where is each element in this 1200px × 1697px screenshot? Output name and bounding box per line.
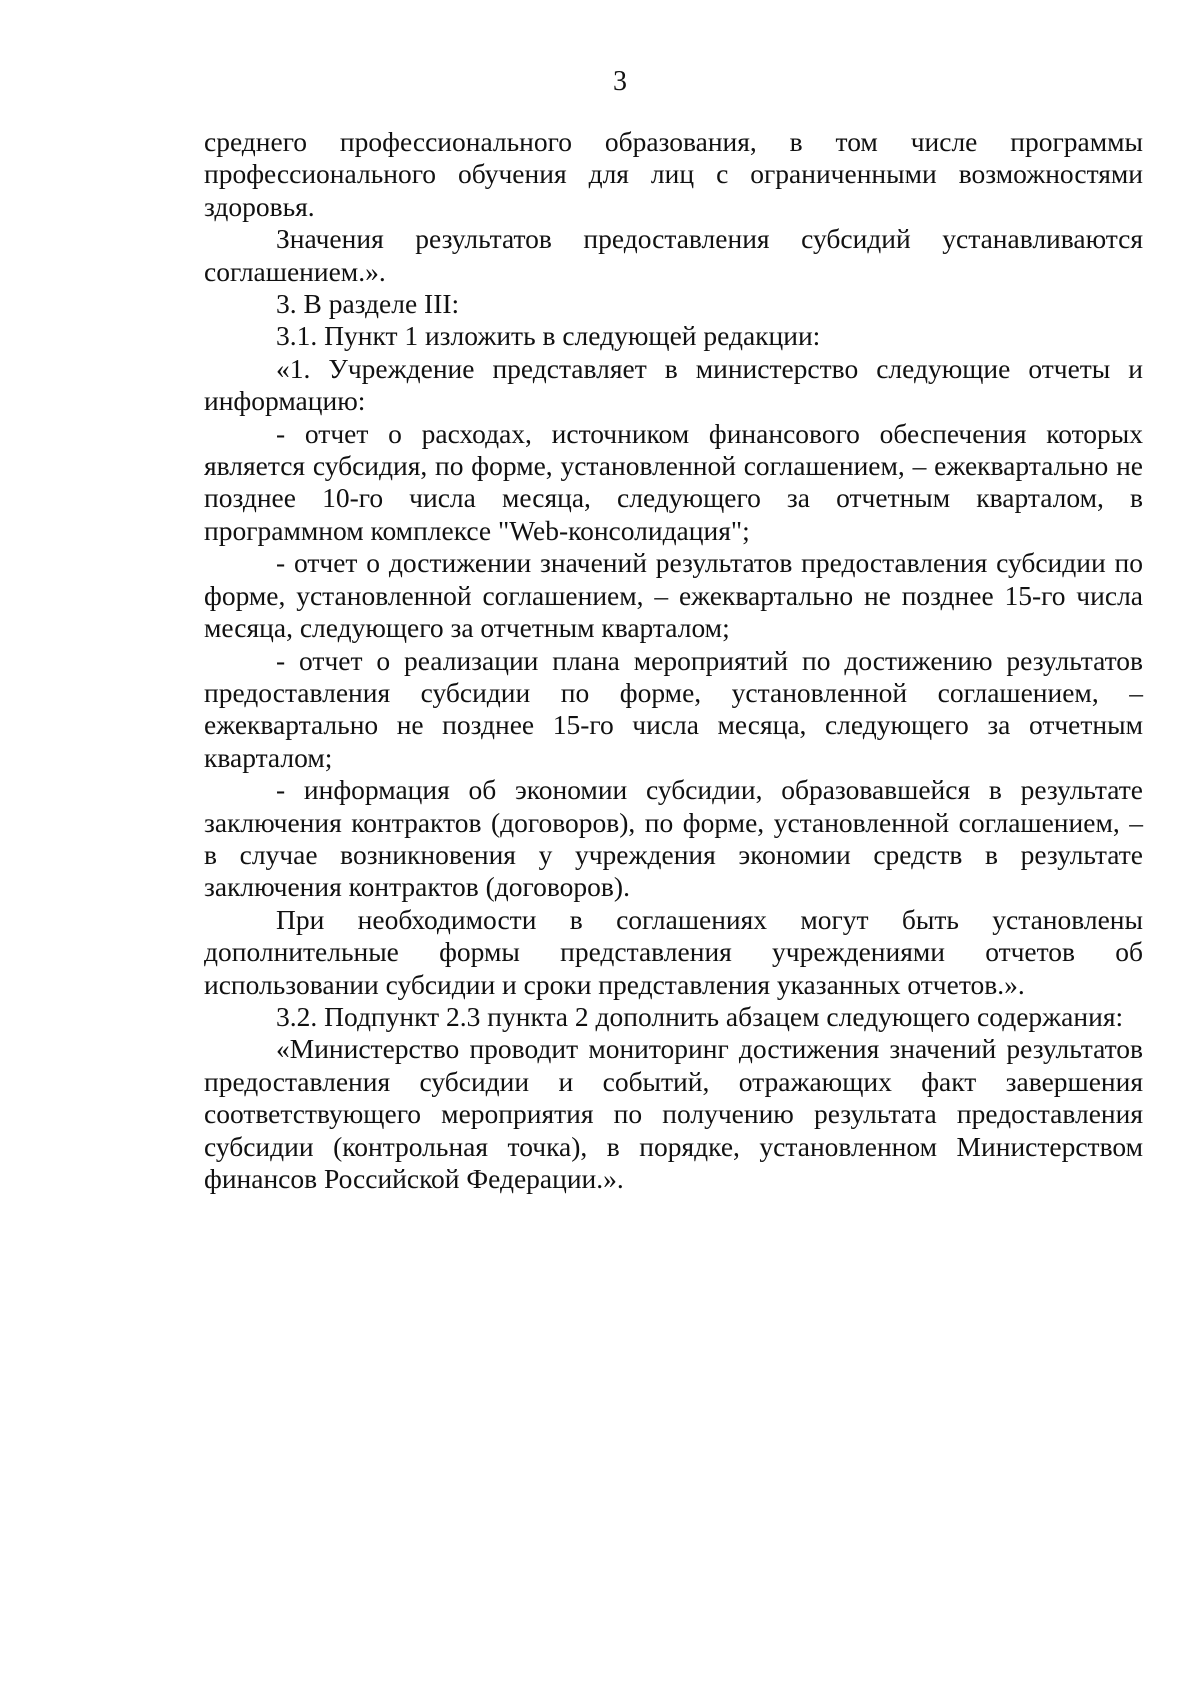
list-item-savings-info: - информация об экономии субсидии, образовавшейся в результате заключения контрактов (договоров), по форме, установленной соглашением, – в случае возникновения у учреждения экономии средств в результате заключения контрактов (договоров). (204, 774, 1143, 903)
paragraph-results-values: Значения результатов предоставления субсидий устанавливаются соглашением.». (204, 223, 1143, 287)
paragraph-item-3-2: 3.2. Подпункт 2.3 пункта 2 дополнить абзацем следующего содержания: (276, 1000, 1124, 1032)
list-item-expense-report: - отчет о расходах, источником финансового обеспечения которых является субсидия, по форме, установленной соглашением, – ежеквартально не позднее 10-го числа месяца, следующего за отчетным кварталом, в программном комплексе "Web-консолидация"; (204, 417, 1143, 546)
paragraph-item-3-1: 3.1. Пункт 1 изложить в следующей редакции: (276, 320, 821, 352)
paragraph-education-continuation: среднего профессионального образования, в том числе программы профессионального обучения для лиц с ограниченными возможностями здоровья. (204, 126, 1143, 222)
page-number: 3 (613, 66, 627, 97)
list-item-results-report: - отчет о достижении значений результатов предоставления субсидии по форме, установленной соглашением, – ежеквартально не позднее 15-го числа месяца, следующего за отчетным кварталом; (204, 547, 1143, 644)
document-body (204, 126, 1143, 1195)
paragraph-monitoring: «Министерство проводит мониторинг достижения значений результатов предоставления субсидии и событий, отражающих факт завершения соответствующего мероприятия по получению результата предоставления субсидии (контрольная точка), в порядке, установленном Министерством финансов Российской Федерации.». (204, 1033, 1143, 1194)
list-item-plan-report: - отчет о реализации плана мероприятий по достижению результатов предоставления субсидии по форме, установленной соглашением, – ежеквартально не позднее 15-го числа месяца, следующего за отчетным кварталом; (204, 644, 1143, 773)
paragraph-section-3-heading: 3. В разделе III: (276, 288, 460, 320)
paragraph-reports-intro: «1. Учреждение представляет в министерство следующие отчеты и информацию: (204, 352, 1143, 417)
paragraph-additional-forms: При необходимости в соглашениях могут быть установлены дополнительные формы представления учреждениями отчетов об использовании субсидии и сроки представления указанных отчетов.». (204, 903, 1143, 1000)
